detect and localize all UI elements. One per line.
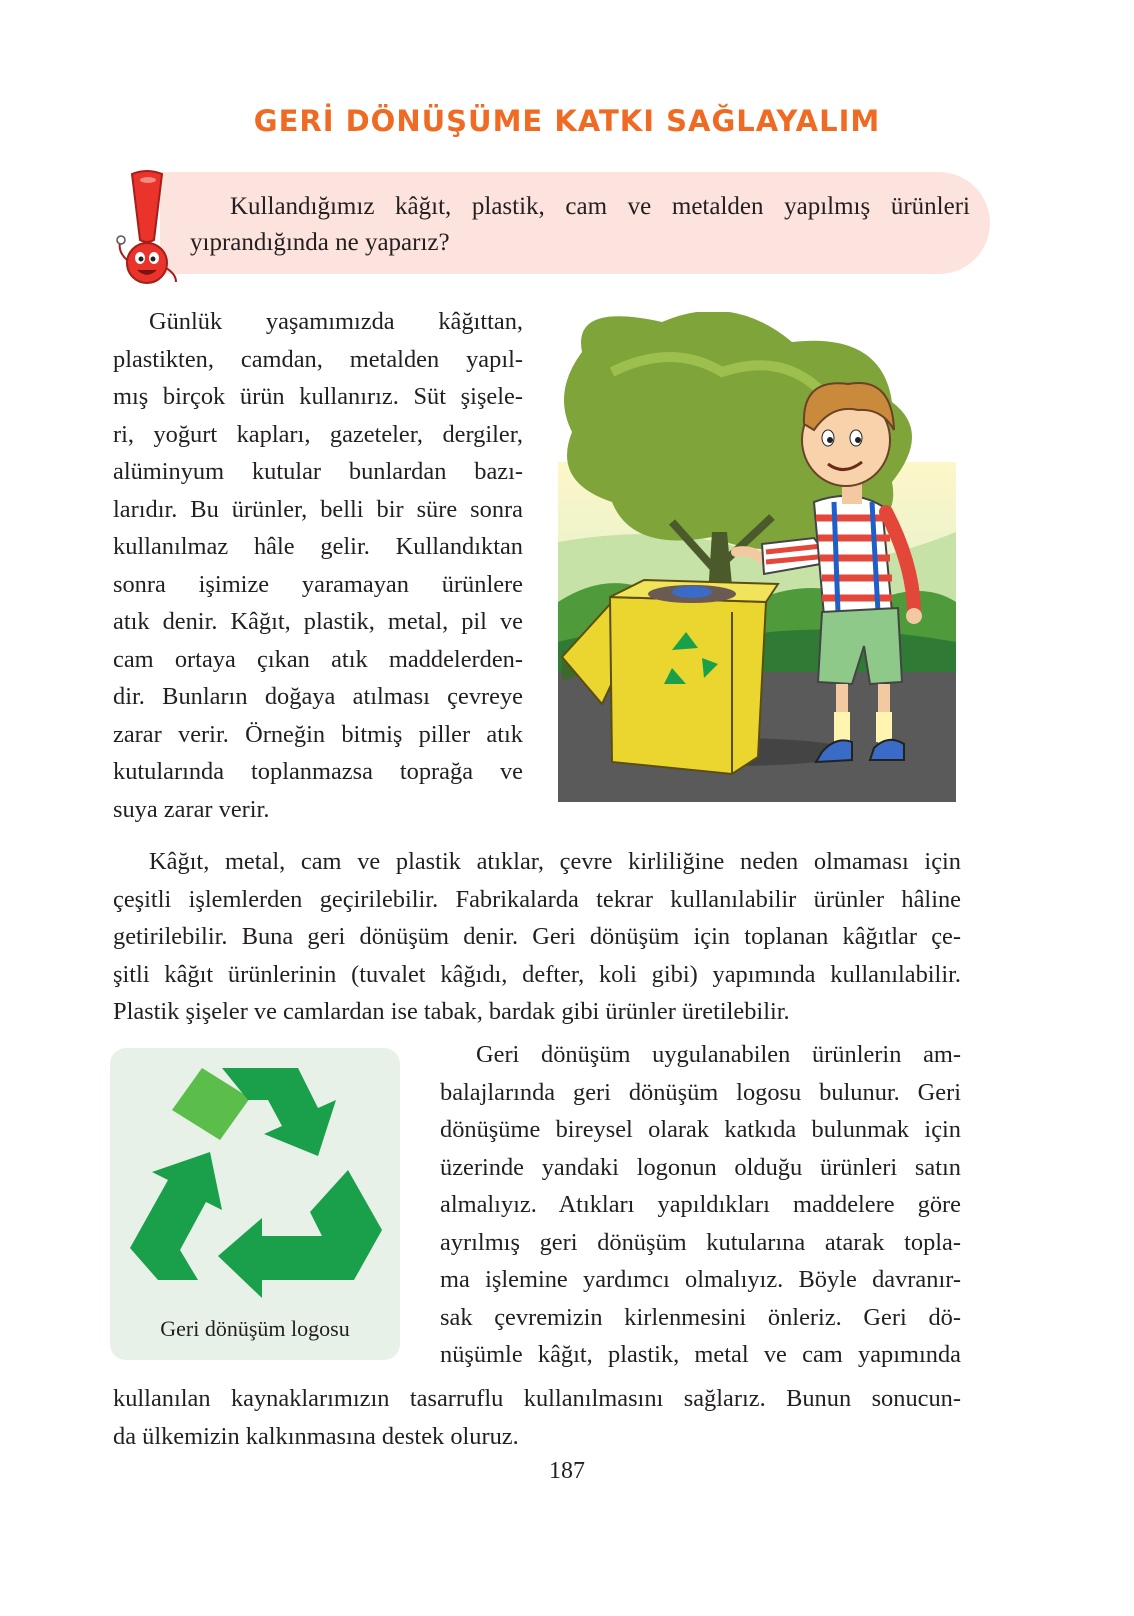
text-line: cam ortaya çıkan atık maddelerden- <box>113 645 523 673</box>
text-line: alüminyum kutular bunlardan bazı- <box>113 458 523 485</box>
text-line: Günlük yaşamımızda kâğıttan, <box>149 308 523 335</box>
boy-recycling-illustration <box>552 312 962 802</box>
text-line: ma işlemine yardımcı olmalıyız. Böyle davranır- <box>440 1266 961 1293</box>
text-line: çeşitli işlemlerden geçirilebilir. Fabrikalarda tekrar kullanılabilir ürünler hâline <box>113 885 961 913</box>
paragraph-logo-info <box>440 1036 961 1374</box>
page-number: 187 <box>549 1458 585 1484</box>
text-line: nüşümle kâğıt, plastik, metal ve cam yapımında <box>440 1341 961 1368</box>
text-line: Plastik şişeler ve camlardan ise tabak, bardak gibi ürünler üretilebilir. <box>113 998 790 1025</box>
text-line: sonra işimize yaramayan ürünlere <box>113 570 523 598</box>
paragraph-recycling-definition <box>113 843 961 1031</box>
recycling-logo-icon <box>122 1060 388 1300</box>
text-line: Geri dönüşüm uygulanabilen ürünlerin am- <box>476 1041 961 1068</box>
text-line: kutularında toplanmazsa toprağa ve <box>113 758 523 785</box>
text-line: atık denir. Kâğıt, plastik, metal, pil ve <box>113 608 523 635</box>
text-line: dir. Bunların doğaya atılması çevreye <box>113 683 523 710</box>
text-line: kullanılmaz hâle gelir. Kullandıktan <box>113 533 523 560</box>
question-text: Kullandığımız kâğıt, plastik, cam ve metalden yapılmış ürünleri yıprandığında ne yaparız? <box>190 193 970 256</box>
text-line: da ülkemizin kalkınmasına destek oluruz. <box>113 1422 519 1450</box>
text-line: balajlarında geri dönüşüm logosu bulunur. Geri <box>440 1078 961 1106</box>
text-line: plastikten, camdan, metalden yapıl- <box>113 345 523 373</box>
text-line: almalıyız. Atıkları yapıldıkları maddelere göre <box>440 1191 961 1218</box>
text-line: kullanılan kaynaklarımızın tasarruflu kullanılmasını sağlarız. Bunun sonucun- <box>113 1385 961 1412</box>
text-line: Kâğıt, metal, cam ve plastik atıklar, çevre kirliliğine neden olmaması için <box>149 848 961 875</box>
text-line: mış birçok ürün kullanırız. Süt şişele- <box>113 383 523 410</box>
text-line: sak çevremizin kirlenmesini önleriz. Geri dö- <box>440 1303 961 1331</box>
text-line: üzerinde yandaki logonun olduğu ürünleri satın <box>440 1153 961 1181</box>
text-line: şitli kâğıt ürünlerinin (tuvalet kâğıdı, defter, koli gibi) yapımında kullanılabilir. <box>113 960 961 988</box>
text-line: ayrılmış geri dönüşüm kutularına atarak topla- <box>440 1228 961 1256</box>
paragraph-intro <box>113 303 523 828</box>
paragraph-conclusion <box>113 1380 961 1455</box>
text-line: zarar verir. Örneğin bitmiş piller atık <box>113 720 523 748</box>
page-title: GERİ DÖNÜŞÜME KATKI SAĞLAYALIM <box>253 104 881 138</box>
text-line: dönüşüme bireysel olarak katkıda bulunmak için <box>440 1116 961 1143</box>
text-line: larıdır. Bu ürünler, belli bir süre sonra <box>113 495 523 523</box>
exclamation-mascot-icon <box>112 168 182 288</box>
text-line: getirilebilir. Buna geri dönüşüm denir. Geri dönüşüm için toplanan kâğıtlar çe- <box>113 923 961 950</box>
text-line: suya zarar verir. <box>113 795 270 823</box>
logo-caption: Geri dönüşüm logosu <box>160 1316 350 1341</box>
text-line: ri, yoğurt kapları, gazeteler, dergiler, <box>113 420 523 448</box>
